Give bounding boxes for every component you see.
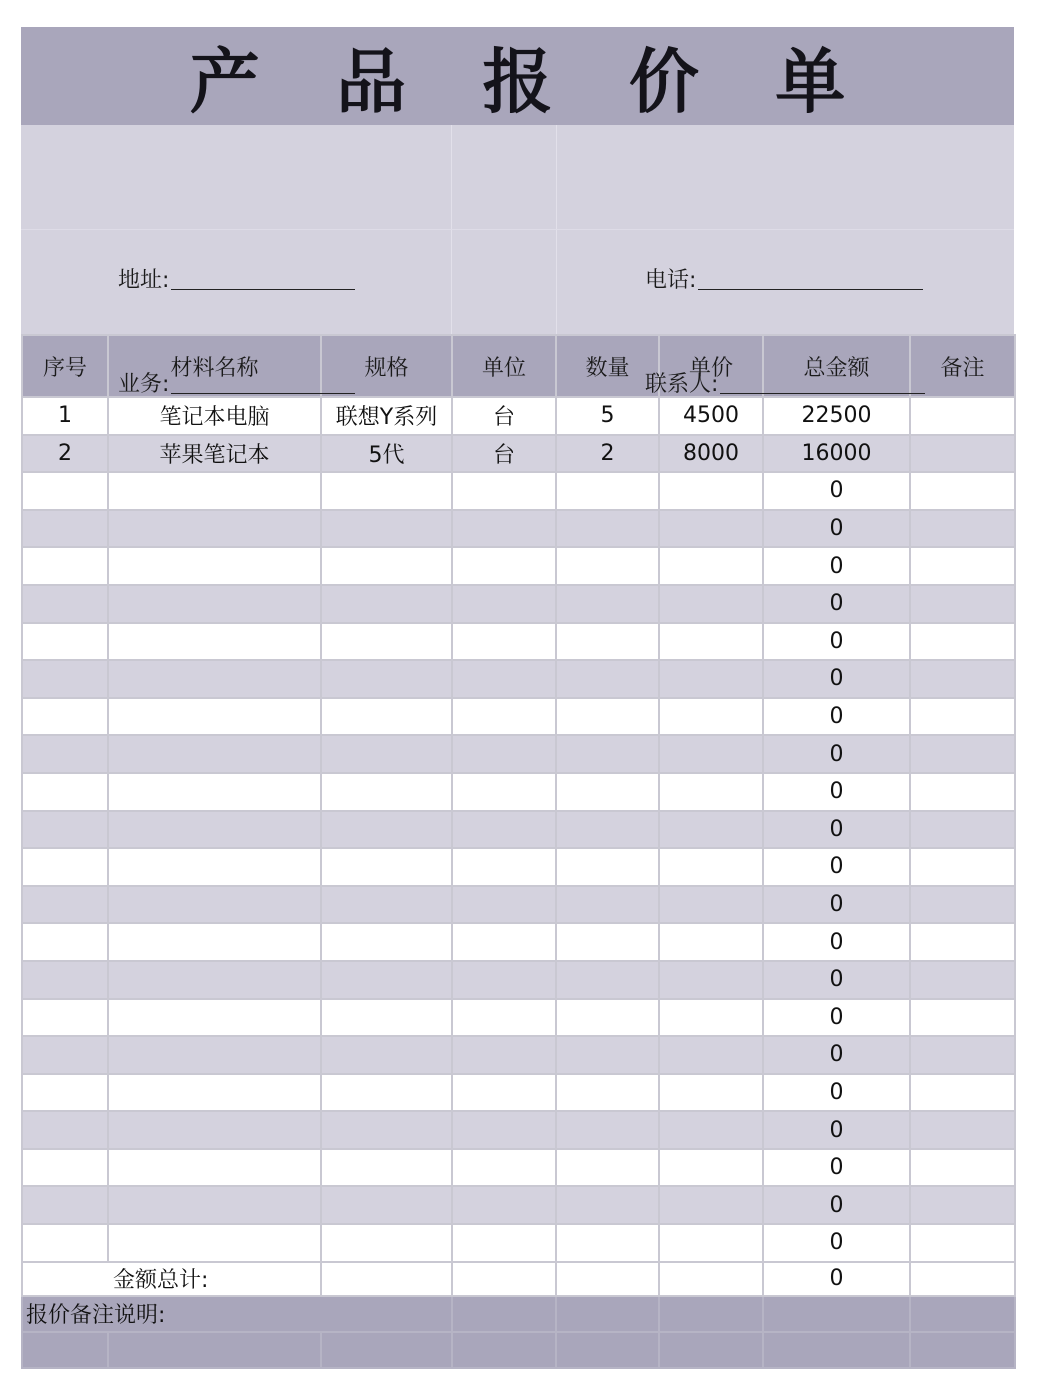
cell-total-amount[interactable]: 0 [763, 660, 910, 698]
cell-spec[interactable] [321, 623, 452, 661]
total-cell[interactable] [321, 1262, 452, 1296]
cell-index[interactable] [22, 1224, 108, 1262]
cell-total-amount[interactable]: 16000 [763, 435, 910, 473]
cell-quantity[interactable] [556, 848, 659, 886]
cell-quantity[interactable] [556, 1224, 659, 1262]
quote-table [21, 334, 1016, 1369]
header-unit: 单位 [452, 335, 556, 397]
cell-spec[interactable] [321, 585, 452, 623]
cell-spec[interactable] [321, 1186, 452, 1224]
phone-field[interactable] [645, 263, 923, 294]
table-row [22, 547, 1015, 585]
cell-unit[interactable] [452, 999, 556, 1037]
phone-label: 电话: [645, 268, 697, 293]
cell-unit-price[interactable] [659, 585, 763, 623]
total-row [22, 1262, 1015, 1296]
cell-total-amount[interactable]: 0 [763, 1224, 910, 1262]
cell-total-amount[interactable]: 0 [763, 1149, 910, 1187]
table-row [22, 1036, 1015, 1074]
cell-unit[interactable] [452, 698, 556, 736]
cell-total-amount[interactable]: 0 [763, 923, 910, 961]
phone-blank[interactable] [698, 288, 923, 290]
cell-unit-price[interactable] [659, 886, 763, 924]
cell-remarks[interactable] [910, 923, 1015, 961]
header-quantity: 数量 [556, 335, 659, 397]
cell-total-amount[interactable]: 0 [763, 472, 910, 510]
table-row [22, 1111, 1015, 1149]
table-row [22, 397, 1015, 435]
cell-unit-price[interactable] [659, 811, 763, 849]
cell-remarks[interactable] [910, 735, 1015, 773]
cell-unit[interactable] [452, 735, 556, 773]
business-field[interactable] [118, 367, 355, 398]
cell-remarks[interactable] [910, 547, 1015, 585]
cell-unit[interactable] [452, 660, 556, 698]
contact-blank[interactable] [720, 392, 925, 394]
cell-spec[interactable] [321, 660, 452, 698]
cell-remarks[interactable] [910, 1186, 1015, 1224]
total-cell[interactable] [556, 1262, 659, 1296]
cell-index[interactable] [22, 585, 108, 623]
cell-total-amount[interactable]: 0 [763, 961, 910, 999]
table-row [22, 1186, 1015, 1224]
note-cell[interactable] [108, 1332, 321, 1368]
cell-material-name[interactable] [108, 961, 321, 999]
table-row [22, 735, 1015, 773]
cell-index[interactable] [22, 510, 108, 548]
table-row [22, 923, 1015, 961]
table-row [22, 999, 1015, 1037]
cell-index[interactable] [22, 886, 108, 924]
total-cell[interactable] [659, 1262, 763, 1296]
table-row [22, 660, 1015, 698]
note-row [22, 1296, 1015, 1332]
cell-index[interactable] [22, 811, 108, 849]
table-row [22, 961, 1015, 999]
cell-quantity[interactable] [556, 961, 659, 999]
cell-index[interactable] [22, 1111, 108, 1149]
table-body [22, 397, 1015, 1262]
cell-index[interactable] [22, 1149, 108, 1187]
note-cell[interactable] [763, 1296, 910, 1332]
note-cell[interactable] [910, 1296, 1015, 1332]
table-row [22, 472, 1015, 510]
cell-spec[interactable] [321, 735, 452, 773]
cell-unit-price[interactable] [659, 848, 763, 886]
cell-quantity[interactable] [556, 660, 659, 698]
header-total-amount: 总金额 [763, 335, 910, 397]
cell-total-amount[interactable]: 0 [763, 811, 910, 849]
cell-unit-price[interactable] [659, 1111, 763, 1149]
cell-index[interactable]: 2 [22, 435, 108, 473]
header-remarks: 备注 [910, 335, 1015, 397]
note-cell[interactable] [452, 1332, 556, 1368]
note-cell[interactable] [556, 1332, 659, 1368]
cell-unit-price[interactable] [659, 735, 763, 773]
cell-unit[interactable] [452, 547, 556, 585]
cell-index[interactable] [22, 698, 108, 736]
cell-spec[interactable] [321, 547, 452, 585]
cell-total-amount[interactable]: 0 [763, 848, 910, 886]
cell-unit-price[interactable] [659, 999, 763, 1037]
cell-unit-price[interactable] [659, 660, 763, 698]
table-row [22, 848, 1015, 886]
cell-unit[interactable] [452, 773, 556, 811]
cell-quantity[interactable] [556, 811, 659, 849]
cell-material-name[interactable] [108, 1186, 321, 1224]
cell-quantity[interactable] [556, 1186, 659, 1224]
title-banner [21, 27, 1014, 125]
cell-remarks[interactable] [910, 623, 1015, 661]
cell-unit[interactable] [452, 472, 556, 510]
cell-unit[interactable] [452, 1111, 556, 1149]
header-material-name: 材料名称 [108, 335, 321, 397]
cell-remarks[interactable] [910, 660, 1015, 698]
cell-spec[interactable] [321, 811, 452, 849]
cell-total-amount[interactable]: 0 [763, 623, 910, 661]
cell-unit-price[interactable] [659, 1186, 763, 1224]
cell-total-amount[interactable]: 0 [763, 1074, 910, 1112]
cell-remarks[interactable] [910, 698, 1015, 736]
cell-index[interactable] [22, 547, 108, 585]
cell-material-name[interactable] [108, 1149, 321, 1187]
cell-spec[interactable] [321, 1111, 452, 1149]
cell-index[interactable] [22, 1074, 108, 1112]
table-row [22, 698, 1015, 736]
cell-total-amount[interactable]: 0 [763, 698, 910, 736]
table-row [22, 623, 1015, 661]
table-row [22, 510, 1015, 548]
cell-index[interactable] [22, 623, 108, 661]
cell-total-amount[interactable]: 0 [763, 510, 910, 548]
table-row [22, 1074, 1015, 1112]
cell-unit-price[interactable] [659, 961, 763, 999]
cell-unit-price[interactable] [659, 623, 763, 661]
note-cell[interactable] [659, 1296, 763, 1332]
cell-material-name[interactable] [108, 698, 321, 736]
cell-material-name[interactable] [108, 623, 321, 661]
cell-material-name[interactable] [108, 886, 321, 924]
cell-total-amount[interactable]: 0 [763, 1111, 910, 1149]
cell-index[interactable] [22, 961, 108, 999]
cell-unit-price[interactable] [659, 1224, 763, 1262]
cell-total-amount[interactable]: 0 [763, 1186, 910, 1224]
info-row-divider [21, 229, 1014, 230]
cell-total-amount[interactable]: 0 [763, 547, 910, 585]
table-row [22, 886, 1015, 924]
table-row [22, 1149, 1015, 1187]
cell-material-name[interactable] [108, 811, 321, 849]
cell-material-name[interactable] [108, 1074, 321, 1112]
cell-material-name[interactable] [108, 848, 321, 886]
cell-total-amount[interactable]: 0 [763, 1036, 910, 1074]
cell-spec[interactable] [321, 961, 452, 999]
cell-unit[interactable] [452, 1186, 556, 1224]
cell-spec[interactable] [321, 472, 452, 510]
cell-index[interactable] [22, 660, 108, 698]
cell-material-name[interactable] [108, 1111, 321, 1149]
cell-total-amount[interactable]: 0 [763, 886, 910, 924]
cell-quantity[interactable] [556, 1111, 659, 1149]
cell-remarks[interactable] [910, 397, 1015, 435]
cell-remarks[interactable] [910, 848, 1015, 886]
cell-material-name[interactable] [108, 472, 321, 510]
business-blank[interactable] [171, 392, 355, 394]
cell-quantity[interactable] [556, 1074, 659, 1112]
table-row [22, 585, 1015, 623]
cell-unit[interactable] [452, 1149, 556, 1187]
cell-material-name[interactable]: 笔记本电脑 [108, 397, 321, 435]
note-cell[interactable] [556, 1296, 659, 1332]
cell-index[interactable]: 1 [22, 397, 108, 435]
header-spec: 规格 [321, 335, 452, 397]
cell-material-name[interactable] [108, 773, 321, 811]
cell-material-name[interactable] [108, 1224, 321, 1262]
cell-quantity[interactable] [556, 510, 659, 548]
cell-spec[interactable] [321, 1149, 452, 1187]
cell-index[interactable] [22, 773, 108, 811]
cell-index[interactable] [22, 1036, 108, 1074]
contact-label: 联系人: [645, 372, 719, 397]
cell-unit[interactable] [452, 961, 556, 999]
cell-remarks[interactable] [910, 472, 1015, 510]
table-row [22, 773, 1015, 811]
address-label: 地址: [118, 268, 170, 293]
cell-material-name[interactable] [108, 547, 321, 585]
cell-spec[interactable] [321, 1224, 452, 1262]
cell-spec[interactable] [321, 1036, 452, 1074]
cell-quantity[interactable] [556, 735, 659, 773]
table-row [22, 811, 1015, 849]
cell-unit-price[interactable] [659, 472, 763, 510]
cell-unit-price[interactable] [659, 773, 763, 811]
cell-spec[interactable] [321, 510, 452, 548]
cell-remarks[interactable] [910, 886, 1015, 924]
total-cell[interactable] [910, 1262, 1015, 1296]
address-field[interactable] [118, 263, 355, 294]
cell-material-name[interactable] [108, 1036, 321, 1074]
cell-unit[interactable] [452, 1036, 556, 1074]
cell-remarks[interactable] [910, 1074, 1015, 1112]
cell-unit-price[interactable] [659, 1074, 763, 1112]
total-label: 金额总计: [22, 1262, 321, 1296]
cell-spec[interactable] [321, 886, 452, 924]
cell-unit-price[interactable]: 8000 [659, 435, 763, 473]
cell-remarks[interactable] [910, 435, 1015, 473]
note-cell[interactable] [22, 1332, 108, 1368]
cell-quantity[interactable] [556, 1036, 659, 1074]
cell-spec[interactable] [321, 698, 452, 736]
cell-index[interactable] [22, 1186, 108, 1224]
quote-sheet [21, 27, 1014, 1369]
address-blank[interactable] [171, 288, 355, 290]
cell-quantity[interactable] [556, 623, 659, 661]
cell-unit-price[interactable] [659, 698, 763, 736]
cell-unit[interactable] [452, 811, 556, 849]
cell-remarks[interactable] [910, 1224, 1015, 1262]
cell-material-name[interactable] [108, 999, 321, 1037]
cell-total-amount[interactable]: 0 [763, 773, 910, 811]
cell-index[interactable] [22, 999, 108, 1037]
cell-unit[interactable] [452, 623, 556, 661]
cell-spec[interactable]: 联想Y系列 [321, 397, 452, 435]
cell-unit-price[interactable] [659, 1036, 763, 1074]
cell-unit[interactable] [452, 1074, 556, 1112]
cell-total-amount[interactable]: 0 [763, 735, 910, 773]
cell-remarks[interactable] [910, 773, 1015, 811]
cell-spec[interactable] [321, 773, 452, 811]
cell-quantity[interactable] [556, 923, 659, 961]
cell-quantity[interactable] [556, 698, 659, 736]
cell-remarks[interactable] [910, 1111, 1015, 1149]
cell-unit[interactable] [452, 848, 556, 886]
cell-spec[interactable] [321, 1074, 452, 1112]
cell-remarks[interactable] [910, 1149, 1015, 1187]
table-row [22, 1224, 1015, 1262]
note-cell[interactable] [910, 1332, 1015, 1368]
cell-quantity[interactable] [556, 547, 659, 585]
cell-unit-price[interactable] [659, 923, 763, 961]
cell-remarks[interactable] [910, 961, 1015, 999]
total-cell[interactable] [452, 1262, 556, 1296]
cell-quantity[interactable]: 2 [556, 435, 659, 473]
cell-quantity[interactable] [556, 886, 659, 924]
cell-unit[interactable] [452, 510, 556, 548]
page-title: 产 品 报 价 单 [189, 40, 872, 123]
cell-unit-price[interactable] [659, 547, 763, 585]
cell-unit[interactable] [452, 886, 556, 924]
cell-index[interactable] [22, 923, 108, 961]
cell-material-name[interactable] [108, 510, 321, 548]
cell-remarks[interactable] [910, 510, 1015, 548]
cell-material-name[interactable] [108, 585, 321, 623]
cell-quantity[interactable] [556, 585, 659, 623]
cell-material-name[interactable] [108, 735, 321, 773]
business-label: 业务: [118, 372, 170, 397]
cell-unit[interactable]: 台 [452, 435, 556, 473]
cell-index[interactable] [22, 848, 108, 886]
cell-unit-price[interactable]: 4500 [659, 397, 763, 435]
cell-spec[interactable] [321, 999, 452, 1037]
cell-material-name[interactable]: 苹果笔记本 [108, 435, 321, 473]
note-cell[interactable] [321, 1332, 452, 1368]
cell-unit[interactable] [452, 923, 556, 961]
cell-unit-price[interactable] [659, 510, 763, 548]
cell-remarks[interactable] [910, 1036, 1015, 1074]
cell-spec[interactable] [321, 848, 452, 886]
cell-remarks[interactable] [910, 999, 1015, 1037]
cell-spec[interactable] [321, 923, 452, 961]
contact-field[interactable] [645, 367, 925, 398]
cell-material-name[interactable] [108, 660, 321, 698]
cell-index[interactable] [22, 735, 108, 773]
note-row-2 [22, 1332, 1015, 1368]
note-cell[interactable] [763, 1332, 910, 1368]
cell-material-name[interactable] [108, 923, 321, 961]
header-unit-price: 单价 [659, 335, 763, 397]
cell-quantity[interactable] [556, 999, 659, 1037]
header-index: 序号 [22, 335, 108, 397]
cell-total-amount[interactable]: 0 [763, 585, 910, 623]
cell-quantity[interactable]: 5 [556, 397, 659, 435]
cell-spec[interactable]: 5代 [321, 435, 452, 473]
total-value: 0 [763, 1262, 910, 1296]
cell-unit[interactable] [452, 585, 556, 623]
cell-quantity[interactable] [556, 472, 659, 510]
cell-quantity[interactable] [556, 773, 659, 811]
cell-total-amount[interactable]: 22500 [763, 397, 910, 435]
cell-unit[interactable] [452, 1224, 556, 1262]
cell-remarks[interactable] [910, 811, 1015, 849]
cell-index[interactable] [22, 472, 108, 510]
note-cell[interactable] [452, 1296, 556, 1332]
cell-total-amount[interactable]: 0 [763, 999, 910, 1037]
note-label: 报价备注说明: [22, 1296, 452, 1332]
cell-quantity[interactable] [556, 1149, 659, 1187]
cell-remarks[interactable] [910, 585, 1015, 623]
note-cell[interactable] [659, 1332, 763, 1368]
cell-unit[interactable]: 台 [452, 397, 556, 435]
cell-unit-price[interactable] [659, 1149, 763, 1187]
table-row [22, 435, 1015, 473]
